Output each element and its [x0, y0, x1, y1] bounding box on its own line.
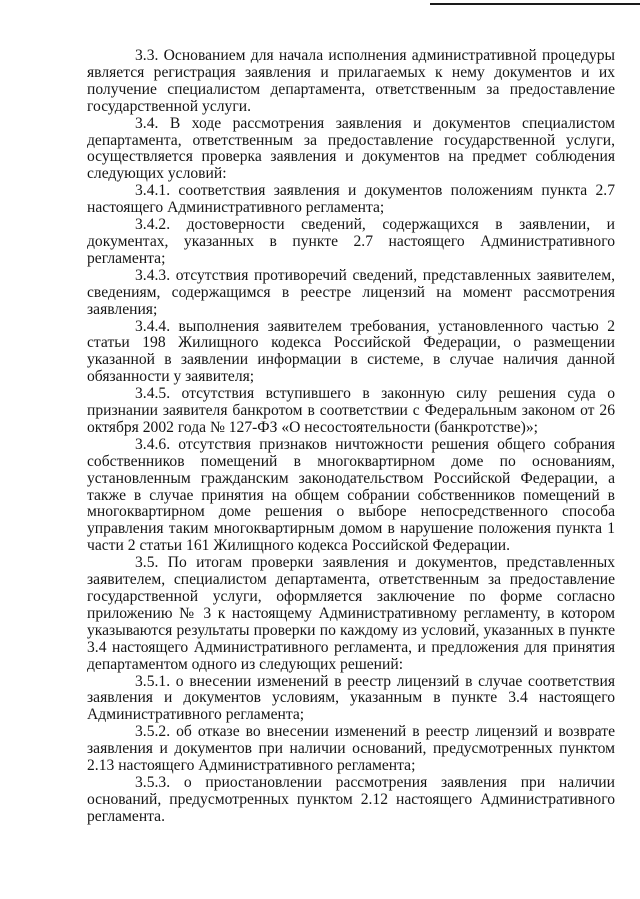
paragraph-3-5-3: 3.5.3. о приостановлении рассмотрения заявления при наличии оснований, предусмотренных пунктом 2.12 настоящего Административного регламента.: [87, 773, 615, 825]
paragraph-3-5-2: 3.5.2. об отказе во внесении изменений в реестр лицензий и возврате заявления и документов при наличии оснований, предусмотренных пунктом 2.13 настоящего Административного регламента;: [87, 723, 615, 775]
paragraph-3-4-4: 3.4.4. выполнения заявителем требования, установленного частью 2 статьи 198 Жилищного кодекса Российской Федерации, о размещении указанной в заявлении информации в системе, в случае наличия данной обязанности у заявителя;: [87, 317, 615, 386]
paragraph-3-5-1: 3.5.1. о внесении изменений в реестр лицензий в случае соответствия заявления и документов условиям, указанным в пункте 3.4 настоящего Административного регламента;: [87, 672, 615, 724]
paragraph-3-4-2: 3.4.2. достоверности сведений, содержащихся в заявлении, и документах, указанных в пункте 2.7 настоящего Административного регламента;: [87, 216, 615, 267]
paragraph-3-4-3: 3.4.3. отсутствия противоречий сведений, представленных заявителем, сведениям, содержащимся в реестре лицензий на момент рассмотрения заявления;: [87, 266, 615, 318]
paragraph-3-4-5: 3.4.5. отсутствия вступившего в законную силу решения суда о признании заявителя банкротом в соответствии с Федеральным законом от 26 октября 2002 года № 127-ФЗ «О несостоятельности (банкротстве)»;: [87, 385, 615, 436]
paragraph-3-4-1: 3.4.1. соответствия заявления и документов положениям пункта 2.7 настоящего Административного регламента;: [87, 182, 615, 217]
paragraph-3-3: 3.3. Основанием для начала исполнения административной процедуры является регистрация заявления и прилагаемых к нему документов и их получение специалистом департамента, ответственным за предоставление государственной услуги.: [87, 47, 615, 115]
paragraph-3-4-6: 3.4.6. отсутствия признаков ничтожности решения общего собрания собственников помещений в многоквартирном доме по основаниям, установленным гражданским законодательством Российской Федерации, а также в случае принятия на общем собрании собственников помещений в многоквартирном доме решения о выборе непосредственного способа управления таким многоквартирным домом в нарушение положения пункта 1 части 2 статьи 161 Жилищного кодекса Российской Федерации.: [87, 435, 615, 555]
scan-top-rule: [430, 3, 640, 5]
paragraph-3-4: 3.4. В ходе рассмотрения заявления и документов специалистом департамента, ответственным за предоставление государственной услуги, осуществляется проверка заявления и документов на предмет соблюдения следующих условий:: [87, 114, 615, 183]
document-page: [87, 48, 615, 826]
paragraph-3-5: 3.5. По итогам проверки заявления и документов, представленных заявителем, специалистом департамента, ответственным за предоставление государственной услуги, оформляется заключение по форме согласно приложению № 3 к настоящему Административному регламенту, в котором указываются результаты проверки по каждому из условий, указанных в пункте 3.4 настоящего Административного регламента, и предложения для принятия департаментом одного из следующих решений:: [87, 554, 615, 673]
